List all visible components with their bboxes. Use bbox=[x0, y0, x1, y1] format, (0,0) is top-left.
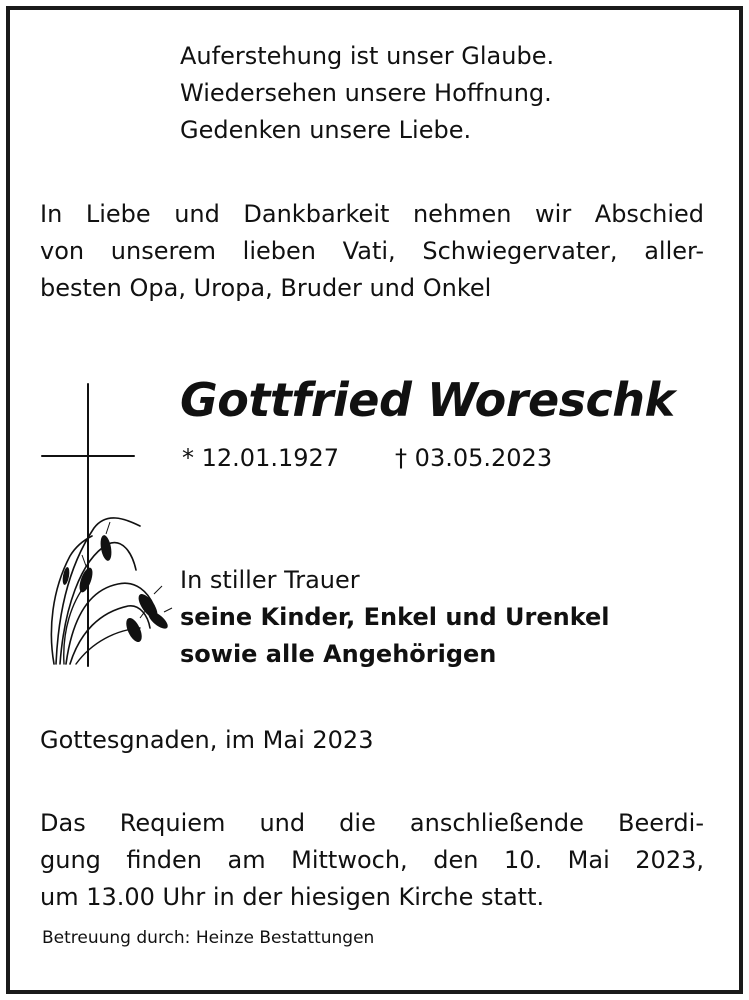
mourning-label: In stiller Trauer bbox=[180, 566, 360, 594]
verse-line: Wiedersehen unsere Hoffnung. bbox=[180, 79, 552, 107]
intro-line: In Liebe und Dankbarkeit nehmen wir Abschied bbox=[40, 200, 704, 228]
intro-line: besten Opa, Uropa, Bruder und Onkel bbox=[40, 274, 492, 302]
undertaker-note: Betreuung durch: Heinze Bestattungen bbox=[42, 928, 375, 948]
verse bbox=[180, 38, 554, 149]
verse-line: Auferstehung ist unser Glaube. bbox=[180, 42, 555, 70]
funeral-line: gung finden am Mittwoch, den 10. Mai 2023, bbox=[40, 846, 704, 874]
deceased-name: Gottfried Woreschk bbox=[180, 373, 675, 427]
life-dates bbox=[182, 440, 552, 477]
mourners-relatives: sowie alle Angehörigen bbox=[180, 640, 497, 668]
verse-line: Gedenken unsere Liebe. bbox=[180, 116, 472, 144]
death-date: † 03.05.2023 bbox=[395, 444, 553, 472]
cross-with-grain-ears-icon bbox=[36, 380, 176, 670]
funeral-line: Das Requiem und die anschließende Beerdi- bbox=[40, 809, 704, 837]
intro-line: von unserem lieben Vati, Schwiegervater, aller- bbox=[40, 237, 704, 265]
birth-date: * 12.01.1927 bbox=[182, 444, 340, 472]
farewell-intro bbox=[40, 196, 704, 307]
funeral-notice bbox=[40, 805, 704, 916]
funeral-line: um 13.00 Uhr in der hiesigen Kirche statt. bbox=[40, 883, 545, 911]
mourners-family: seine Kinder, Enkel und Urenkel bbox=[180, 603, 610, 631]
mourners bbox=[180, 562, 610, 673]
place-date: Gottesgnaden, im Mai 2023 bbox=[40, 726, 374, 754]
